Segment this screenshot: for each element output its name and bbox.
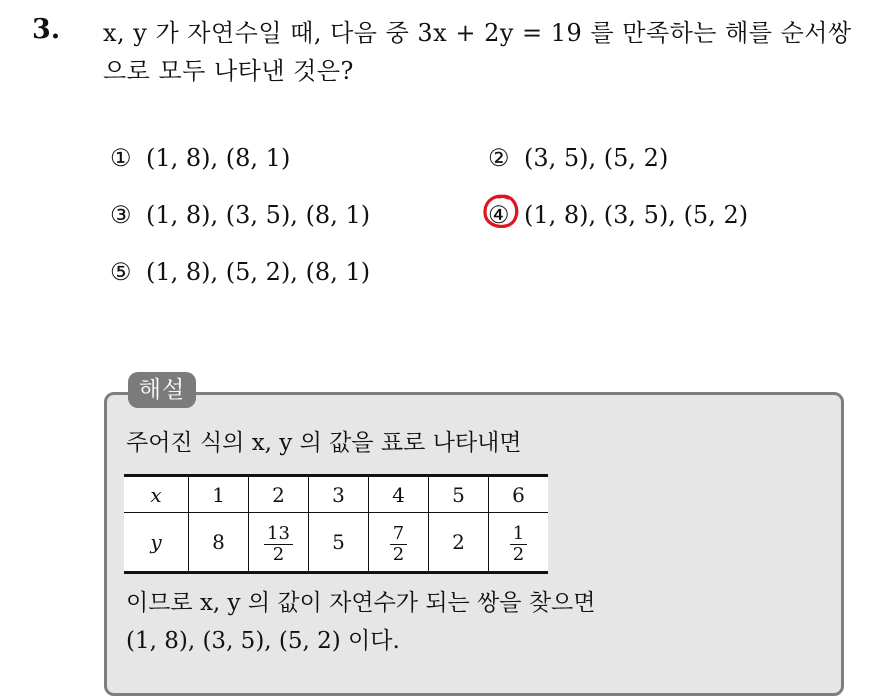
table-cell: 5 bbox=[309, 513, 369, 573]
table-row-y bbox=[124, 513, 548, 573]
table-cell-fraction bbox=[489, 513, 549, 573]
choice-5-number: ⑤ bbox=[110, 258, 132, 286]
table-cell-fraction bbox=[249, 513, 309, 573]
table-cell: 5 bbox=[429, 476, 489, 513]
fraction-numerator: 7 bbox=[390, 524, 407, 545]
table-cell: 6 bbox=[489, 476, 549, 513]
table-row-x bbox=[124, 476, 548, 513]
choice-3-text: (1, 8), (3, 5), (8, 1) bbox=[146, 201, 371, 229]
choice-1-text: (1, 8), (8, 1) bbox=[146, 144, 291, 172]
solution-tag: 해설 bbox=[128, 372, 196, 408]
answer-circle-mark bbox=[482, 194, 520, 230]
choice-3-number: ③ bbox=[110, 201, 132, 229]
choice-5[interactable] bbox=[110, 256, 370, 288]
values-table bbox=[124, 474, 548, 574]
choice-2-text: (3, 5), (5, 2) bbox=[524, 144, 669, 172]
fraction-denominator: 2 bbox=[512, 543, 525, 565]
question-text bbox=[103, 14, 873, 90]
fraction-denominator: 2 bbox=[392, 543, 405, 565]
choice-2-number: ② bbox=[488, 144, 510, 172]
question-line-2: 으로 모두 나타낸 것은? bbox=[103, 57, 354, 85]
choice-4-text: (1, 8), (3, 5), (5, 2) bbox=[524, 201, 749, 229]
solution-intro: 주어진 식의 x, y 의 값을 표로 나타내면 bbox=[126, 430, 522, 456]
choice-4[interactable] bbox=[488, 199, 748, 231]
question-line-1: x, y 가 자연수일 때, 다음 중 3x + 2y = 19 를 만족하는 해를 순서쌍 bbox=[103, 19, 852, 47]
table-cell: 4 bbox=[369, 476, 429, 513]
choice-3[interactable] bbox=[110, 199, 370, 231]
choice-5-text: (1, 8), (5, 2), (8, 1) bbox=[146, 258, 371, 286]
choice-1[interactable] bbox=[110, 142, 290, 174]
question-number: 3. bbox=[32, 14, 61, 45]
table-cell: 2 bbox=[429, 513, 489, 573]
table-cell-fraction bbox=[369, 513, 429, 573]
choice-4-number: ④ bbox=[488, 201, 510, 229]
choice-1-number: ① bbox=[110, 144, 132, 172]
table-cell: 2 bbox=[249, 476, 309, 513]
fraction-denominator: 2 bbox=[272, 543, 285, 565]
table-header-x: x bbox=[124, 476, 189, 513]
fraction-numerator: 13 bbox=[264, 524, 293, 545]
table-cell: 3 bbox=[309, 476, 369, 513]
table-header-y: y bbox=[124, 513, 189, 573]
table-cell: 1 bbox=[189, 476, 249, 513]
solution-conclusion-1: 이므로 x, y 의 값이 자연수가 되는 쌍을 찾으면 bbox=[126, 590, 596, 616]
solution-conclusion-2: (1, 8), (3, 5), (5, 2) 이다. bbox=[126, 628, 400, 654]
fraction-numerator: 1 bbox=[510, 524, 527, 545]
table-cell: 8 bbox=[189, 513, 249, 573]
choice-2[interactable] bbox=[488, 142, 668, 174]
